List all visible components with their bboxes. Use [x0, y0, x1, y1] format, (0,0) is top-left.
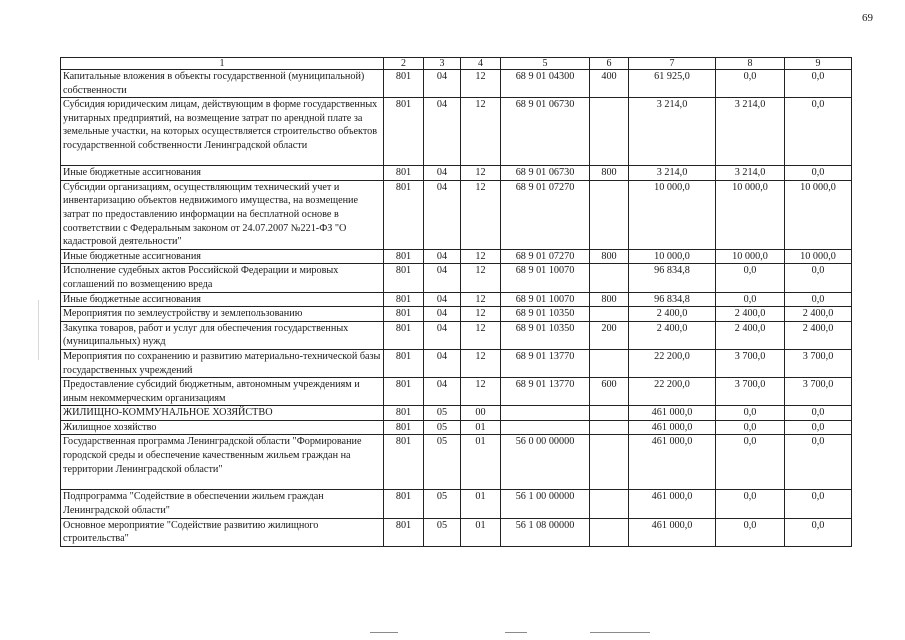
code-expense-type: 800: [590, 249, 629, 264]
code-ministry: 801: [384, 264, 424, 292]
header-row: [61, 58, 852, 70]
code-section: 05: [424, 490, 461, 518]
row-description: Мероприятия по землеустройству и землепользованию: [61, 307, 384, 322]
amount-year-2: 0,0: [716, 420, 785, 435]
code-ministry: 801: [384, 180, 424, 249]
amount-year-3: 10 000,0: [785, 249, 852, 264]
code-expense-type: 800: [590, 166, 629, 181]
table-row: [61, 264, 852, 292]
row-description: Капитальные вложения в объекты государственной (муниципальной) собственности: [61, 70, 384, 98]
amount-year-2: 0,0: [716, 264, 785, 292]
row-description: Иные бюджетные ассигнования: [61, 166, 384, 181]
amount-year-2: 3 214,0: [716, 98, 785, 166]
amount-year-3: 2 400,0: [785, 307, 852, 322]
amount-year-1: 2 400,0: [629, 307, 716, 322]
code-subsection: 12: [461, 180, 501, 249]
code-ministry: 801: [384, 420, 424, 435]
table-row: [61, 435, 852, 490]
code-ministry: 801: [384, 349, 424, 377]
amount-year-1: 22 200,0: [629, 378, 716, 406]
table-row: [61, 180, 852, 249]
code-ministry: 801: [384, 378, 424, 406]
code-ministry: 801: [384, 518, 424, 546]
code-target-article: 56 0 00 00000: [501, 435, 590, 490]
code-subsection: 12: [461, 349, 501, 377]
code-target-article: 68 9 01 10070: [501, 264, 590, 292]
code-subsection: 01: [461, 518, 501, 546]
row-description: Мероприятия по сохранению и развитию материально-технической базы государственных учреждений: [61, 349, 384, 377]
scan-artifact-line: [370, 632, 398, 633]
code-subsection: 01: [461, 420, 501, 435]
row-description: Субсидии организациям, осуществляющим технический учет и инвентаризацию объектов недвижимого имущества, на возмещение затрат по предоставлению информации на бесплатной основе в соответствии с Федеральным законом от 24.07.2007 №221-ФЗ "О кадастровой деятельности": [61, 180, 384, 249]
code-ministry: 801: [384, 321, 424, 349]
amount-year-1: 3 214,0: [629, 98, 716, 166]
code-target-article: [501, 420, 590, 435]
code-target-article: 68 9 01 04300: [501, 70, 590, 98]
code-section: 04: [424, 166, 461, 181]
column-header: 1: [61, 58, 384, 70]
code-section: 04: [424, 70, 461, 98]
table-row: [61, 98, 852, 166]
amount-year-2: 10 000,0: [716, 180, 785, 249]
code-ministry: 801: [384, 70, 424, 98]
column-header: 3: [424, 58, 461, 70]
amount-year-2: 3 700,0: [716, 349, 785, 377]
row-description: Подпрограмма "Содействие в обеспечении жильем граждан Ленинградской области": [61, 490, 384, 518]
amount-year-3: 0,0: [785, 70, 852, 98]
table-row: [61, 70, 852, 98]
code-expense-type: [590, 98, 629, 166]
table-row: [61, 166, 852, 181]
amount-year-1: 96 834,8: [629, 264, 716, 292]
amount-year-1: 10 000,0: [629, 249, 716, 264]
code-target-article: [501, 406, 590, 421]
code-expense-type: [590, 435, 629, 490]
table-row: [61, 349, 852, 377]
code-subsection: 12: [461, 378, 501, 406]
amount-year-3: 10 000,0: [785, 180, 852, 249]
scan-margin-mark: [38, 300, 39, 360]
amount-year-3: 0,0: [785, 292, 852, 307]
row-description: ЖИЛИЩНО-КОММУНАЛЬНОЕ ХОЗЯЙСТВО: [61, 406, 384, 421]
amount-year-3: 3 700,0: [785, 349, 852, 377]
amount-year-2: 2 400,0: [716, 321, 785, 349]
code-section: 04: [424, 249, 461, 264]
code-ministry: 801: [384, 307, 424, 322]
code-expense-type: [590, 518, 629, 546]
code-ministry: 801: [384, 166, 424, 181]
amount-year-3: 0,0: [785, 518, 852, 546]
code-section: 04: [424, 264, 461, 292]
code-section: 04: [424, 98, 461, 166]
code-subsection: 12: [461, 98, 501, 166]
code-ministry: 801: [384, 98, 424, 166]
code-subsection: 12: [461, 249, 501, 264]
row-description: Жилищное хозяйство: [61, 420, 384, 435]
code-target-article: 68 9 01 06730: [501, 166, 590, 181]
amount-year-3: 2 400,0: [785, 321, 852, 349]
code-section: 04: [424, 349, 461, 377]
amount-year-2: 10 000,0: [716, 249, 785, 264]
scan-artifact-line: [505, 632, 527, 633]
amount-year-2: 2 400,0: [716, 307, 785, 322]
column-header: 9: [785, 58, 852, 70]
code-expense-type: 200: [590, 321, 629, 349]
code-target-article: 68 9 01 13770: [501, 349, 590, 377]
code-ministry: 801: [384, 435, 424, 490]
code-section: 05: [424, 406, 461, 421]
table-row: [61, 490, 852, 518]
code-target-article: 68 9 01 10350: [501, 321, 590, 349]
amount-year-3: 0,0: [785, 406, 852, 421]
amount-year-3: 3 700,0: [785, 378, 852, 406]
code-expense-type: [590, 406, 629, 421]
code-subsection: 12: [461, 292, 501, 307]
code-section: 04: [424, 378, 461, 406]
code-subsection: 01: [461, 490, 501, 518]
amount-year-1: 461 000,0: [629, 490, 716, 518]
amount-year-2: 0,0: [716, 435, 785, 490]
table-row: [61, 518, 852, 546]
code-ministry: 801: [384, 249, 424, 264]
amount-year-2: 0,0: [716, 490, 785, 518]
code-target-article: 68 9 01 10070: [501, 292, 590, 307]
amount-year-2: 3 700,0: [716, 378, 785, 406]
code-target-article: 68 9 01 07270: [501, 249, 590, 264]
amount-year-1: 461 000,0: [629, 406, 716, 421]
amount-year-3: 0,0: [785, 490, 852, 518]
amount-year-2: 3 214,0: [716, 166, 785, 181]
code-target-article: 68 9 01 10350: [501, 307, 590, 322]
code-subsection: 01: [461, 435, 501, 490]
row-description: Иные бюджетные ассигнования: [61, 292, 384, 307]
code-target-article: 56 1 08 00000: [501, 518, 590, 546]
code-expense-type: [590, 307, 629, 322]
table-row: [61, 307, 852, 322]
column-header: 2: [384, 58, 424, 70]
code-expense-type: 600: [590, 378, 629, 406]
amount-year-2: 0,0: [716, 518, 785, 546]
amount-year-3: 0,0: [785, 435, 852, 490]
code-expense-type: [590, 490, 629, 518]
amount-year-3: 0,0: [785, 166, 852, 181]
column-header: 8: [716, 58, 785, 70]
code-subsection: 12: [461, 307, 501, 322]
code-subsection: 12: [461, 264, 501, 292]
code-section: 04: [424, 321, 461, 349]
row-description: Государственная программа Ленинградской области "Формирование городской среды и обеспечение качественным жильем граждан на территории Ленинградской области": [61, 435, 384, 490]
table-row: [61, 378, 852, 406]
code-subsection: 12: [461, 70, 501, 98]
amount-year-1: 461 000,0: [629, 420, 716, 435]
code-target-article: 56 1 00 00000: [501, 490, 590, 518]
row-description: Основное мероприятие "Содействие развитию жилищного строительства": [61, 518, 384, 546]
amount-year-2: 0,0: [716, 292, 785, 307]
amount-year-1: 461 000,0: [629, 435, 716, 490]
code-subsection: 12: [461, 166, 501, 181]
amount-year-3: 0,0: [785, 420, 852, 435]
code-expense-type: 400: [590, 70, 629, 98]
code-section: 05: [424, 420, 461, 435]
code-subsection: 00: [461, 406, 501, 421]
table-row: [61, 406, 852, 421]
column-header: 4: [461, 58, 501, 70]
amount-year-1: 10 000,0: [629, 180, 716, 249]
column-header: 6: [590, 58, 629, 70]
code-ministry: 801: [384, 292, 424, 307]
code-ministry: 801: [384, 406, 424, 421]
code-section: 05: [424, 518, 461, 546]
code-section: 05: [424, 435, 461, 490]
code-target-article: 68 9 01 07270: [501, 180, 590, 249]
page-number: 69: [862, 12, 873, 24]
scan-artifact-line: [590, 632, 650, 633]
row-description: Предоставление субсидий бюджетным, автономным учреждениям и иным некоммерческим организациям: [61, 378, 384, 406]
code-expense-type: [590, 264, 629, 292]
amount-year-1: 3 214,0: [629, 166, 716, 181]
code-section: 04: [424, 292, 461, 307]
code-section: 04: [424, 180, 461, 249]
code-target-article: 68 9 01 06730: [501, 98, 590, 166]
amount-year-1: 96 834,8: [629, 292, 716, 307]
code-expense-type: [590, 180, 629, 249]
amount-year-1: 61 925,0: [629, 70, 716, 98]
table-row: [61, 249, 852, 264]
amount-year-3: 0,0: [785, 264, 852, 292]
table-row: [61, 321, 852, 349]
amount-year-3: 0,0: [785, 98, 852, 166]
code-target-article: 68 9 01 13770: [501, 378, 590, 406]
amount-year-2: 0,0: [716, 406, 785, 421]
code-expense-type: 800: [590, 292, 629, 307]
row-description: Закупка товаров, работ и услуг для обеспечения государственных (муниципальных) нужд: [61, 321, 384, 349]
amount-year-1: 22 200,0: [629, 349, 716, 377]
code-ministry: 801: [384, 490, 424, 518]
code-subsection: 12: [461, 321, 501, 349]
column-header: 7: [629, 58, 716, 70]
row-description: Иные бюджетные ассигнования: [61, 249, 384, 264]
budget-table: [60, 57, 852, 547]
row-description: Исполнение судебных актов Российской Федерации и мировых соглашений по возмещению вреда: [61, 264, 384, 292]
row-description: Субсидия юридическим лицам, действующим в форме государственных унитарных предприятий, на возмещение затрат по арендной плате за земельные участки, на которых осуществляется строительство объектов государственной собственности Ленинградской области: [61, 98, 384, 166]
amount-year-1: 2 400,0: [629, 321, 716, 349]
amount-year-1: 461 000,0: [629, 518, 716, 546]
column-header: 5: [501, 58, 590, 70]
code-expense-type: [590, 349, 629, 377]
table-row: [61, 292, 852, 307]
amount-year-2: 0,0: [716, 70, 785, 98]
code-section: 04: [424, 307, 461, 322]
code-expense-type: [590, 420, 629, 435]
table-row: [61, 420, 852, 435]
